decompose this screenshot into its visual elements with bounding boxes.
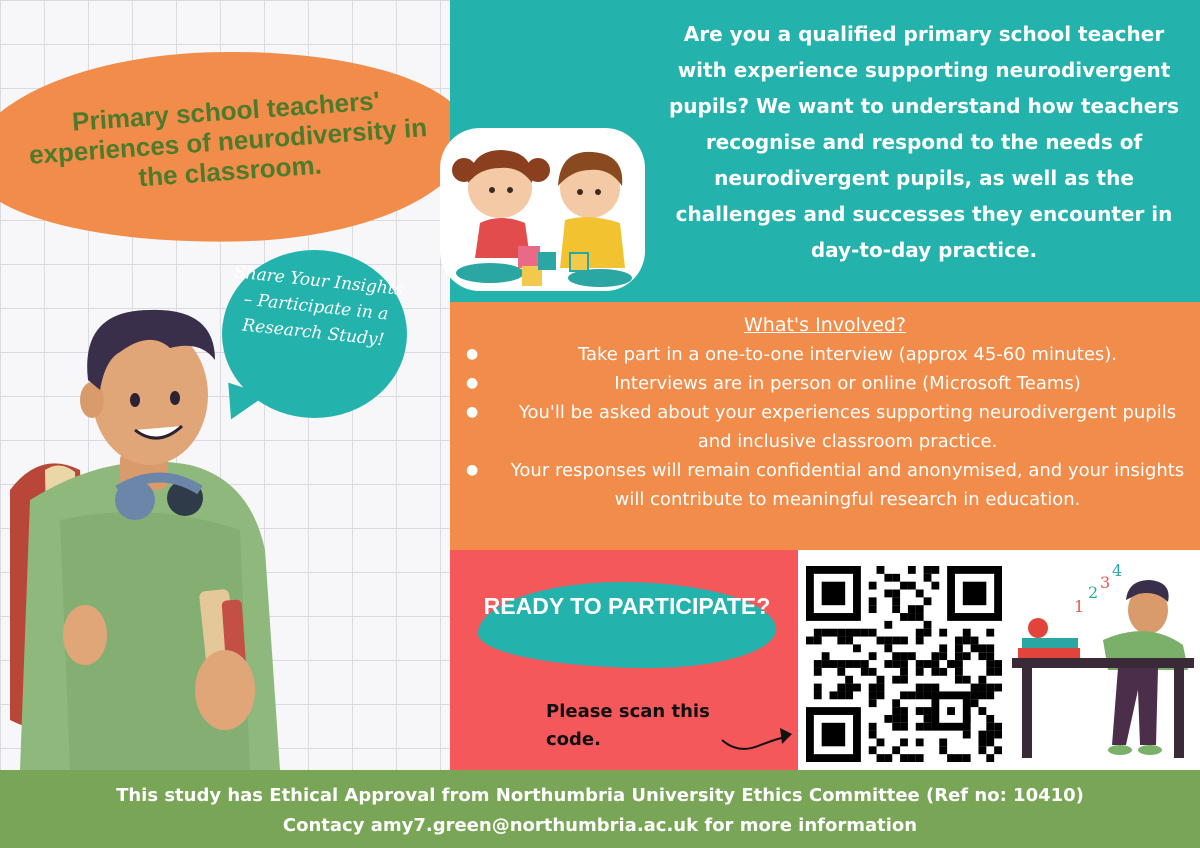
whats-involved-list bbox=[460, 340, 1195, 514]
whats-involved-heading: What's Involved? bbox=[744, 314, 906, 336]
number-2: 2 bbox=[1088, 583, 1099, 602]
studying-student-illustration bbox=[1008, 560, 1198, 765]
list-item: ● Interviews are in person or online (Microsoft Teams) bbox=[460, 369, 1195, 398]
qr-code[interactable] bbox=[806, 566, 1002, 762]
speech-bubble-text: Share Your Insights – Participate in a Research Study! bbox=[233, 262, 405, 351]
intro-text: Are you a qualified primary school teacher with experience supporting neurodivergent pupils? We want to understand how teachers recognise and respond to the needs of neurodivergent pupils, as well as the challenges and successes they encounter in day-to-day practice. bbox=[668, 22, 1180, 262]
number-1: 1 bbox=[1074, 597, 1085, 616]
ready-heading: READY TO PARTICIPATE? bbox=[483, 593, 771, 619]
number-3: 3 bbox=[1100, 573, 1111, 592]
list-item: ● You'll be asked about your experiences supporting neurodivergent pupils and inclusive classroom practice. bbox=[460, 398, 1195, 456]
poster-title: Primary school teachers' experiences of neurodiversity in the classroom. bbox=[28, 85, 428, 193]
scan-instruction: Please scan this code. bbox=[546, 701, 710, 750]
arrow-icon bbox=[718, 718, 798, 758]
left-grid-panel bbox=[0, 0, 450, 770]
contact-line: Contacy amy7.green@northumbria.ac.uk for more information bbox=[282, 815, 918, 836]
list-item: ● Your responses will remain confidential and anonymised, and your insights will contribute to meaningful research in education. bbox=[460, 456, 1195, 514]
kids-playing-illustration bbox=[440, 128, 645, 291]
kids-illustration-card bbox=[440, 128, 645, 291]
list-item: ● Take part in a one-to-one interview (approx 45-60 minutes). bbox=[460, 340, 1195, 369]
student-illustration bbox=[0, 300, 300, 770]
ethics-statement: This study has Ethical Approval from Northumbria University Ethics Committee (Ref no: 10410) bbox=[116, 785, 1084, 806]
number-4: 4 bbox=[1112, 561, 1123, 580]
